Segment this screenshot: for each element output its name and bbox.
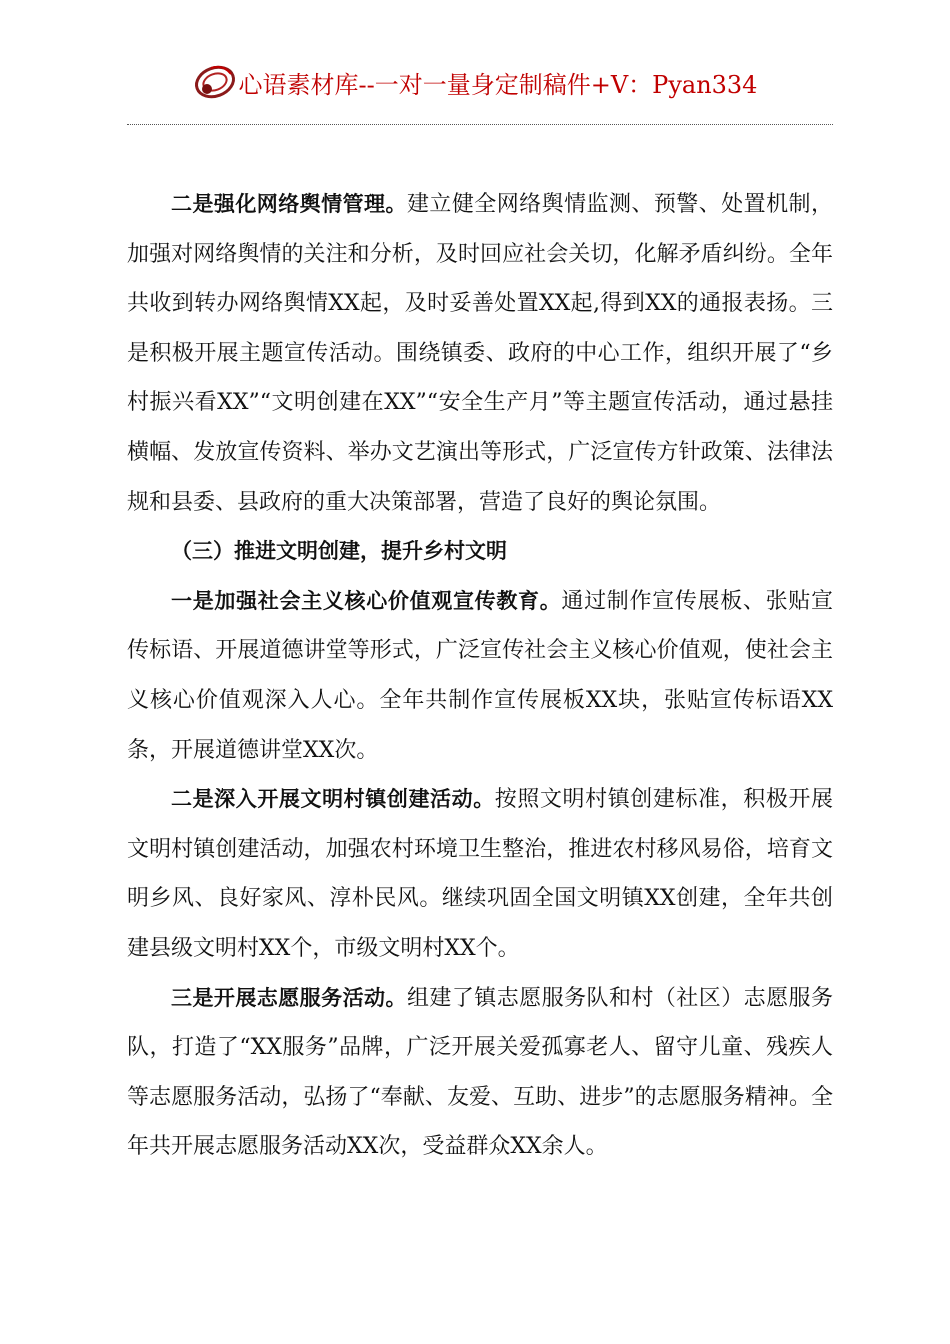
section-heading-text: （三）推进文明创建，提升乡村文明 bbox=[171, 539, 507, 564]
paragraph bbox=[127, 180, 833, 527]
page-header bbox=[0, 60, 950, 104]
header-divider bbox=[127, 124, 833, 125]
section-heading bbox=[127, 527, 833, 577]
paragraph-lead: 二是强化网络舆情管理。 bbox=[171, 192, 407, 216]
paragraph-text: 组建了镇志愿服务队和村（社区）志愿服务队，打造了“XX服务”品牌，广泛开展关爱孤寡老人、留守儿童、残疾人等志愿服务活动，弘扬了“奉献、友爱、互助、进步”的志愿服务精神。全年共开展志愿服务活动XX次，受益群众XX余人。 bbox=[127, 985, 833, 1160]
document-body bbox=[127, 180, 833, 1172]
paragraph-text: 建立健全网络舆情监测、预警、处置机制，加强对网络舆情的关注和分析，及时回应社会关切，化解矛盾纠纷。全年共收到转办网络舆情XX起，及时妥善处置XX起,得到XX的通报表扬。三是积极开展主题宣传活动。围绕镇委、政府的中心工作，组织开展了“乡村振兴看XX”“文明创建在XX”“安全生产月”等主题宣传活动，通过悬挂横幅、发放宣传资料、举办文艺演出等形式，广泛宣传方针政策、法律法规和县委、县政府的重大决策部署，营造了良好的舆论氛围。 bbox=[127, 192, 833, 515]
paragraph-lead: 一是加强社会主义核心价值观宣传教育。 bbox=[171, 588, 562, 613]
paragraph bbox=[127, 577, 833, 775]
paragraph bbox=[127, 775, 833, 973]
paragraph bbox=[127, 974, 833, 1172]
paragraph-lead: 二是深入开展文明村镇创建活动。 bbox=[171, 787, 495, 812]
brand-logo-icon bbox=[193, 62, 237, 102]
paragraph-text: 通过制作宣传展板、张贴宣传标语、开展道德讲堂等形式，广泛宣传社会主义核心价值观，使社会主义核心价值观深入人心。全年共制作宣传展板XX块，张贴宣传标语XX条，开展道德讲堂XX次。 bbox=[127, 588, 833, 763]
paragraph-text: 按照文明村镇创建标准，积极开展文明村镇创建活动，加强农村环境卫生整治，推进农村移风易俗，培育文明乡风、良好家风、淳朴民风。继续巩固全国文明镇XX创建，全年共创建县级文明村XX个，市级文明村XX个。 bbox=[127, 787, 833, 961]
paragraph-lead: 三是开展志愿服务活动。 bbox=[171, 985, 407, 1010]
brand-text: 心语素材库--一对一量身定制稿件+V：Pyan334 bbox=[238, 70, 758, 99]
